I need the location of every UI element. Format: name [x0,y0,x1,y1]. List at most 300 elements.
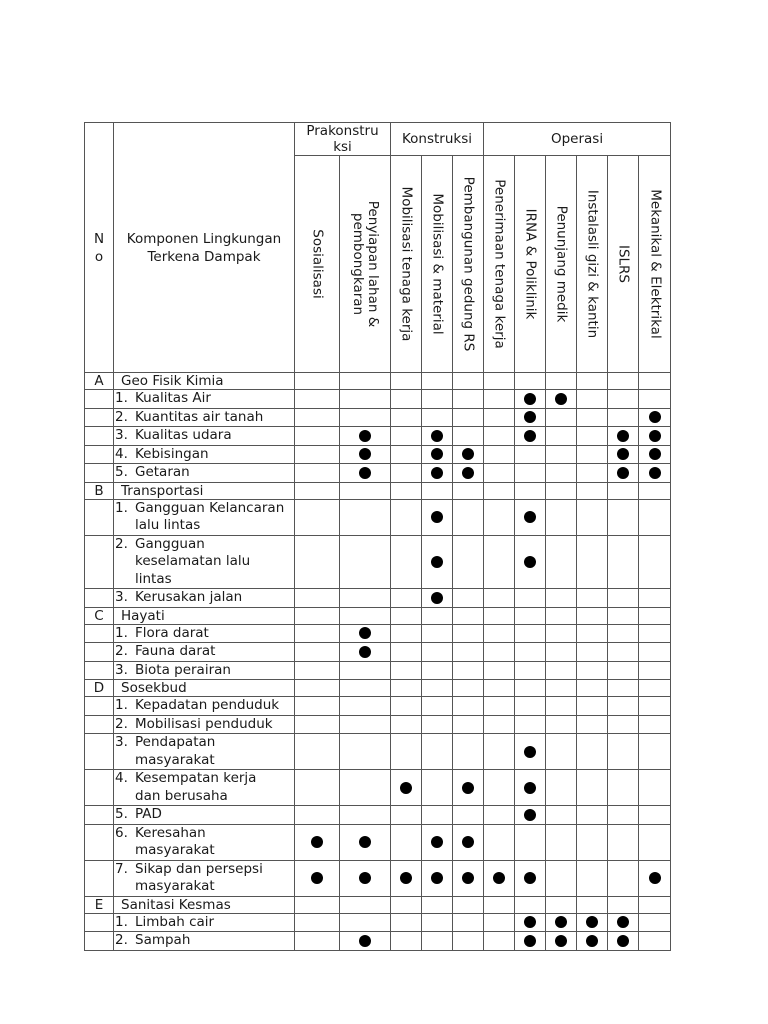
matrix-cell [608,589,639,608]
matrix-cell [546,932,577,951]
matrix-cell [515,408,546,427]
matrix-cell [422,464,453,483]
matrix-cell [515,806,546,825]
component-cell [114,697,295,716]
matrix-cell [577,715,608,734]
matrix-cell [484,770,515,806]
matrix-cell [639,661,671,680]
matrix-cell [340,680,391,697]
item-number: 7. [115,860,128,877]
item-label-line: Kepadatan penduduk [135,697,280,713]
matrix-cell [422,770,453,806]
impact-dot-icon [555,935,567,947]
matrix-cell [391,770,422,806]
matrix-cell [608,697,639,716]
item-label-line: Kerusakan jalan [135,589,243,605]
impact-dot-icon [524,872,536,884]
no-column-header [85,123,114,373]
matrix-cell [515,445,546,464]
matrix-cell [608,607,639,624]
matrix-cell [515,932,546,951]
matrix-cell [340,445,391,464]
impact-dot-icon [524,430,536,442]
matrix-cell [295,715,340,734]
impact-dot-icon [524,556,536,568]
table-row [85,499,671,535]
matrix-cell [295,390,340,409]
matrix-cell [515,589,546,608]
impact-dot-icon [431,448,443,460]
matrix-cell [577,624,608,643]
matrix-cell [295,913,340,932]
matrix-cell [515,661,546,680]
activity-header-label: Penyiapan lahan & pembongkaran [350,200,381,328]
matrix-cell [546,680,577,697]
item-label-line: masyarakat [135,878,215,894]
no-header-line2: o [94,248,104,265]
matrix-cell [295,697,340,716]
activity-header [422,156,453,373]
empty-code-cell [85,715,114,734]
matrix-cell [639,482,671,499]
group-header-label: Operasi [550,131,604,147]
matrix-cell [515,824,546,860]
matrix-cell [484,589,515,608]
matrix-cell [577,770,608,806]
matrix-cell [391,535,422,589]
table-row [85,824,671,860]
item-label-line: Keresahan [135,824,206,841]
component-cell [114,408,295,427]
matrix-cell [608,643,639,662]
matrix-cell [577,464,608,483]
matrix-cell [340,770,391,806]
impact-dot-icon [524,916,536,928]
matrix-cell [484,408,515,427]
matrix-cell [515,482,546,499]
matrix-cell [639,427,671,446]
matrix-cell [639,643,671,662]
matrix-cell [546,806,577,825]
impact-dot-icon [493,872,505,884]
impact-dot-icon [431,872,443,884]
matrix-cell [422,932,453,951]
matrix-cell [577,390,608,409]
matrix-cell [546,734,577,770]
matrix-cell [422,913,453,932]
empty-code-cell [85,824,114,860]
matrix-cell [340,860,391,896]
empty-code-cell [85,770,114,806]
matrix-cell [422,661,453,680]
impact-dot-icon [649,872,661,884]
component-cell [114,624,295,643]
matrix-cell [295,661,340,680]
matrix-cell [577,680,608,697]
impact-dot-icon [431,511,443,523]
matrix-cell [608,860,639,896]
matrix-cell [295,535,340,589]
matrix-cell [515,427,546,446]
category-row [85,896,671,913]
matrix-cell [453,824,484,860]
activity-header [484,156,515,373]
matrix-cell [422,445,453,464]
impact-dot-icon [462,467,474,479]
matrix-cell [577,896,608,913]
matrix-cell [340,932,391,951]
empty-code-cell [85,535,114,589]
component-cell [114,535,295,589]
matrix-cell [453,607,484,624]
item-number: 1. [115,390,128,406]
matrix-cell [515,697,546,716]
component-cell [114,661,295,680]
matrix-cell [391,464,422,483]
matrix-cell [546,715,577,734]
table-row [85,697,671,716]
group-header-label: Konstruksi [401,131,473,147]
item-label-line: Limbah cair [135,913,215,930]
matrix-cell [453,589,484,608]
table-row [85,770,671,806]
matrix-cell [453,860,484,896]
activity-header [453,156,484,373]
item-number: 5. [115,464,128,480]
matrix-cell [295,932,340,951]
matrix-cell [484,680,515,697]
matrix-cell [608,896,639,913]
matrix-cell [546,643,577,662]
impact-dot-icon [524,411,536,423]
activity-header-label: Mobilisasi tenaga kerja [398,186,415,342]
item-label-line: Kualitas udara [135,427,232,443]
matrix-cell [453,408,484,427]
matrix-cell [639,373,671,390]
matrix-cell [639,734,671,770]
activity-header-label: Penunjang medik [553,205,570,323]
matrix-cell [340,535,391,589]
matrix-cell [422,680,453,697]
komponen-header-line2: Terkena Dampak [147,248,261,265]
matrix-cell [453,932,484,951]
matrix-cell [453,624,484,643]
component-cell [114,806,295,825]
matrix-cell [515,770,546,806]
activity-header [577,156,608,373]
matrix-cell [453,427,484,446]
item-label-line: Getaran [135,464,190,480]
matrix-cell [546,427,577,446]
matrix-cell [484,482,515,499]
matrix-cell [608,680,639,697]
category-row [85,607,671,624]
impact-dot-icon [462,872,474,884]
matrix-cell [484,734,515,770]
impact-dot-icon [617,448,629,460]
matrix-cell [639,607,671,624]
matrix-cell [639,464,671,483]
table-row [85,806,671,825]
matrix-cell [295,499,340,535]
matrix-cell [453,770,484,806]
empty-code-cell [85,499,114,535]
matrix-cell [546,535,577,589]
matrix-cell [422,860,453,896]
matrix-cell [295,824,340,860]
group-header-prakonstruksi [295,123,391,156]
activity-header [515,156,546,373]
matrix-cell [295,427,340,446]
impact-dot-icon [524,809,536,821]
item-number: 2. [115,715,128,732]
matrix-cell [340,607,391,624]
matrix-cell [453,680,484,697]
item-label-line: Pendapatan [135,734,216,750]
matrix-cell [639,770,671,806]
matrix-cell [546,589,577,608]
impact-dot-icon [359,467,371,479]
component-cell [114,499,295,535]
matrix-cell [340,390,391,409]
empty-code-cell [85,589,114,608]
komponen-header-line1: Komponen Lingkungan [126,230,282,247]
matrix-cell [515,715,546,734]
impact-dot-icon [524,746,536,758]
matrix-cell [608,913,639,932]
item-number: 6. [115,824,128,841]
component-cell [114,464,295,483]
table-row [85,427,671,446]
matrix-cell [453,643,484,662]
matrix-cell [391,913,422,932]
matrix-cell [484,445,515,464]
matrix-cell [515,373,546,390]
matrix-cell [422,824,453,860]
impact-dot-icon [649,411,661,423]
matrix-cell [422,715,453,734]
impact-dot-icon [431,836,443,848]
item-number: 4. [115,770,128,786]
matrix-cell [391,445,422,464]
category-row [85,482,671,499]
component-cell [114,589,295,608]
matrix-cell [295,806,340,825]
empty-code-cell [85,734,114,770]
matrix-cell [608,661,639,680]
impact-dot-icon [617,430,629,442]
matrix-cell [639,589,671,608]
matrix-cell [340,589,391,608]
matrix-cell [295,445,340,464]
matrix-cell [340,896,391,913]
impact-dot-icon [359,448,371,460]
category-code: B [85,482,114,499]
matrix-cell [515,607,546,624]
matrix-cell [577,408,608,427]
component-cell [114,643,295,662]
item-label-line: Mobilisasi penduduk [135,715,273,732]
matrix-cell [391,499,422,535]
matrix-cell [453,482,484,499]
activity-header-label: Instalasli gizi & kantin [584,189,601,339]
impact-dot-icon [359,430,371,442]
matrix-cell [546,408,577,427]
matrix-cell [484,624,515,643]
impact-dot-icon [524,782,536,794]
activity-header-label: ISLRS [615,244,632,284]
matrix-cell [295,408,340,427]
category-row [85,680,671,697]
activity-header-label: Penerimaan tenaga kerja [491,179,508,349]
item-number: 3. [115,427,128,443]
matrix-cell [340,427,391,446]
matrix-cell [639,535,671,589]
table-row [85,624,671,643]
impact-dot-icon [617,467,629,479]
matrix-cell [295,589,340,608]
table-row [85,535,671,589]
matrix-cell [422,482,453,499]
component-cell [114,932,295,951]
matrix-cell [484,535,515,589]
matrix-cell [340,661,391,680]
matrix-cell [422,896,453,913]
matrix-cell [484,913,515,932]
component-cell [114,770,295,806]
empty-code-cell [85,643,114,662]
matrix-cell [295,464,340,483]
matrix-cell [484,932,515,951]
matrix-cell [484,499,515,535]
matrix-cell [453,697,484,716]
item-label-line: dan berusaha [135,787,228,804]
matrix-cell [340,482,391,499]
category-code: E [85,896,114,913]
matrix-cell [577,806,608,825]
matrix-cell [546,661,577,680]
category-name: Sanitasi Kesmas [114,896,295,913]
matrix-cell [515,734,546,770]
impact-dot-icon [359,646,371,658]
table-row [85,661,671,680]
item-label-line: lintas [135,570,172,587]
component-cell [114,715,295,734]
matrix-cell [391,896,422,913]
impact-dot-icon [311,872,323,884]
matrix-cell [391,680,422,697]
matrix-cell [484,464,515,483]
item-label-line: keselamatan lalu [135,553,251,569]
matrix-cell [453,896,484,913]
item-label-line: Gangguan [135,535,205,552]
matrix-cell [577,607,608,624]
matrix-cell [391,860,422,896]
impact-dot-icon [462,782,474,794]
matrix-cell [608,482,639,499]
item-label-line: Kesempatan kerja [135,770,257,786]
component-cell [114,824,295,860]
table-row [85,445,671,464]
matrix-cell [608,824,639,860]
impact-dot-icon [359,836,371,848]
matrix-cell [295,860,340,896]
item-number: 1. [115,913,128,930]
matrix-cell [639,408,671,427]
matrix-cell [453,661,484,680]
matrix-cell [608,427,639,446]
matrix-cell [340,624,391,643]
item-label-line: Biota perairan [135,661,231,678]
matrix-cell [515,390,546,409]
item-number: 1. [115,499,128,516]
matrix-cell [391,427,422,446]
matrix-cell [391,390,422,409]
matrix-cell [484,427,515,446]
item-number: 2. [115,535,128,552]
matrix-cell [391,824,422,860]
impact-dot-icon [586,935,598,947]
matrix-cell [577,427,608,446]
matrix-cell [515,680,546,697]
matrix-cell [422,589,453,608]
matrix-cell [608,770,639,806]
item-number: 2. [115,932,128,948]
matrix-cell [546,482,577,499]
matrix-cell [639,824,671,860]
matrix-cell [546,624,577,643]
matrix-cell [546,607,577,624]
matrix-cell [484,607,515,624]
empty-code-cell [85,624,114,643]
matrix-cell [515,624,546,643]
empty-code-cell [85,408,114,427]
matrix-cell [546,445,577,464]
item-label-line: lalu lintas [135,517,201,533]
impact-matrix-body [85,373,671,951]
impact-dot-icon [359,935,371,947]
matrix-cell [391,589,422,608]
table-row [85,734,671,770]
matrix-cell [639,932,671,951]
matrix-cell [340,734,391,770]
matrix-cell [422,390,453,409]
matrix-cell [577,373,608,390]
item-label-line: Kuantitas air tanah [135,408,264,425]
item-label-line: Sikap dan persepsi [135,860,263,877]
impact-dot-icon [524,393,536,405]
matrix-cell [295,482,340,499]
item-label-line: Kualitas Air [135,390,211,406]
component-cell [114,427,295,446]
matrix-cell [391,932,422,951]
matrix-cell [577,643,608,662]
item-number: 1. [115,697,128,713]
matrix-cell [577,589,608,608]
matrix-cell [515,860,546,896]
category-name: Hayati [114,607,295,624]
impact-dot-icon [462,448,474,460]
matrix-cell [391,806,422,825]
impact-dot-icon [462,836,474,848]
item-number: 5. [115,806,128,822]
matrix-cell [608,464,639,483]
matrix-cell [484,806,515,825]
impact-dot-icon [617,916,629,928]
matrix-cell [391,624,422,643]
matrix-cell [484,373,515,390]
matrix-cell [546,770,577,806]
